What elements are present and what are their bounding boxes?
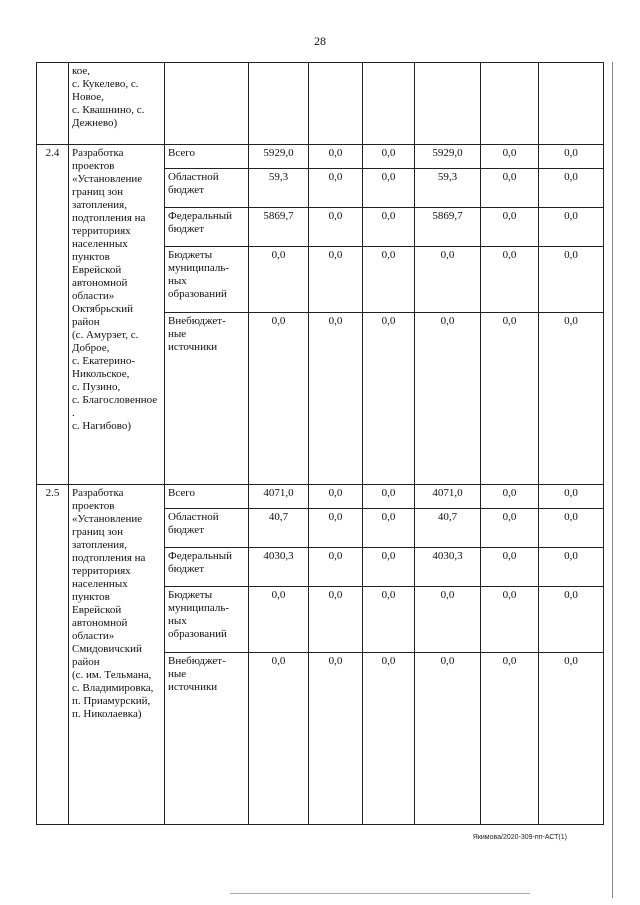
funding-source: Бюджеты муниципаль- ных образований bbox=[165, 247, 249, 313]
value-cell: 0,0 bbox=[249, 653, 309, 825]
value-cell: 0,0 bbox=[363, 509, 415, 548]
value-cell: 0,0 bbox=[481, 485, 539, 509]
value-cell: 5929,0 bbox=[415, 145, 481, 169]
page-number: 28 bbox=[314, 34, 326, 48]
value-cell: 0,0 bbox=[481, 509, 539, 548]
funding-source: Областной бюджет bbox=[165, 169, 249, 208]
value-cell bbox=[363, 63, 415, 145]
value-cell bbox=[539, 63, 604, 145]
funding-source: Федеральный бюджет bbox=[165, 548, 249, 587]
funding-source-cell bbox=[165, 63, 249, 145]
value-cell: 5869,7 bbox=[415, 208, 481, 247]
value-cell: 0,0 bbox=[309, 653, 363, 825]
row-number: 2.4 bbox=[37, 145, 69, 485]
value-cell: 5869,7 bbox=[249, 208, 309, 247]
funding-source: Всего bbox=[165, 485, 249, 509]
value-cell: 0,0 bbox=[309, 587, 363, 653]
project-description: Разработка проектов «Установление границ зон затопления, подтопления на территориях населенных пунктов Еврейской автономной области» Октябрьский район (с. Амурзет, с. Доброе, с. Екатерино-Никольское, с. Пузино, с. Благословенное . с. Нагибово) bbox=[69, 145, 165, 485]
value-cell: 0,0 bbox=[363, 145, 415, 169]
value-cell: 0,0 bbox=[539, 247, 604, 313]
value-cell: 0,0 bbox=[249, 587, 309, 653]
value-cell: 0,0 bbox=[415, 653, 481, 825]
value-cell bbox=[309, 63, 363, 145]
value-cell: 59,3 bbox=[415, 169, 481, 208]
value-cell: 0,0 bbox=[249, 313, 309, 485]
value-cell: 0,0 bbox=[309, 208, 363, 247]
value-cell: 0,0 bbox=[363, 485, 415, 509]
value-cell: 0,0 bbox=[363, 313, 415, 485]
row-number-cell bbox=[37, 63, 69, 145]
value-cell: 0,0 bbox=[363, 169, 415, 208]
value-cell: 0,0 bbox=[481, 653, 539, 825]
value-cell: 0,0 bbox=[481, 208, 539, 247]
value-cell: 0,0 bbox=[249, 247, 309, 313]
funding-source: Областной бюджет bbox=[165, 509, 249, 548]
value-cell: 0,0 bbox=[309, 169, 363, 208]
value-cell: 0,0 bbox=[309, 145, 363, 169]
value-cell: 4071,0 bbox=[249, 485, 309, 509]
value-cell: 4030,3 bbox=[249, 548, 309, 587]
document-code: Якимова/2020-309-пп-АСТ(1) bbox=[472, 834, 567, 841]
value-cell: 0,0 bbox=[415, 313, 481, 485]
table-row bbox=[37, 485, 604, 509]
value-cell: 0,0 bbox=[539, 169, 604, 208]
value-cell: 40,7 bbox=[249, 509, 309, 548]
value-cell: 0,0 bbox=[363, 208, 415, 247]
continuation-row bbox=[37, 63, 604, 145]
value-cell bbox=[481, 63, 539, 145]
value-cell: 0,0 bbox=[539, 208, 604, 247]
funding-source: Бюджеты муниципаль- ных образований bbox=[165, 587, 249, 653]
budget-table bbox=[36, 62, 604, 825]
value-cell: 0,0 bbox=[363, 653, 415, 825]
value-cell: 0,0 bbox=[539, 653, 604, 825]
project-description: кое, с. Кукелево, с. Новое, с. Квашнино, с. Дежнево) bbox=[69, 63, 165, 145]
value-cell: 59,3 bbox=[249, 169, 309, 208]
value-cell: 40,7 bbox=[415, 509, 481, 548]
value-cell: 4071,0 bbox=[415, 485, 481, 509]
value-cell: 0,0 bbox=[415, 247, 481, 313]
value-cell: 0,0 bbox=[309, 548, 363, 587]
value-cell: 0,0 bbox=[363, 548, 415, 587]
table-row bbox=[37, 145, 604, 169]
value-cell: 0,0 bbox=[481, 169, 539, 208]
value-cell: 0,0 bbox=[363, 247, 415, 313]
value-cell: 0,0 bbox=[481, 313, 539, 485]
value-cell: 0,0 bbox=[309, 313, 363, 485]
scan-edge-line bbox=[612, 62, 613, 898]
value-cell bbox=[415, 63, 481, 145]
funding-source: Всего bbox=[165, 145, 249, 169]
value-cell: 0,0 bbox=[481, 145, 539, 169]
value-cell: 0,0 bbox=[481, 587, 539, 653]
value-cell: 0,0 bbox=[539, 548, 604, 587]
value-cell: 0,0 bbox=[539, 587, 604, 653]
value-cell: 5929,0 bbox=[249, 145, 309, 169]
funding-source: Внебюджет- ные источники bbox=[165, 313, 249, 485]
value-cell: 0,0 bbox=[539, 509, 604, 548]
value-cell: 4030,3 bbox=[415, 548, 481, 587]
project-description: Разработка проектов «Установление границ зон затопления, подтопления на территориях населенных пунктов Еврейской автономной области» Смидовичский район (с. им. Тельмана, с. Владимировка, п. Приамурский, п. Николаевка) bbox=[69, 485, 165, 825]
funding-source: Федеральный бюджет bbox=[165, 208, 249, 247]
value-cell: 0,0 bbox=[309, 509, 363, 548]
value-cell: 0,0 bbox=[309, 247, 363, 313]
value-cell: 0,0 bbox=[415, 587, 481, 653]
value-cell: 0,0 bbox=[309, 485, 363, 509]
value-cell: 0,0 bbox=[539, 485, 604, 509]
value-cell: 0,0 bbox=[481, 247, 539, 313]
funding-source: Внебюджет- ные источники bbox=[165, 653, 249, 825]
value-cell: 0,0 bbox=[539, 313, 604, 485]
row-number: 2.5 bbox=[37, 485, 69, 825]
table-body bbox=[37, 63, 604, 825]
value-cell: 0,0 bbox=[363, 587, 415, 653]
value-cell bbox=[249, 63, 309, 145]
value-cell: 0,0 bbox=[481, 548, 539, 587]
scan-bottom-line bbox=[230, 893, 530, 894]
value-cell: 0,0 bbox=[539, 145, 604, 169]
